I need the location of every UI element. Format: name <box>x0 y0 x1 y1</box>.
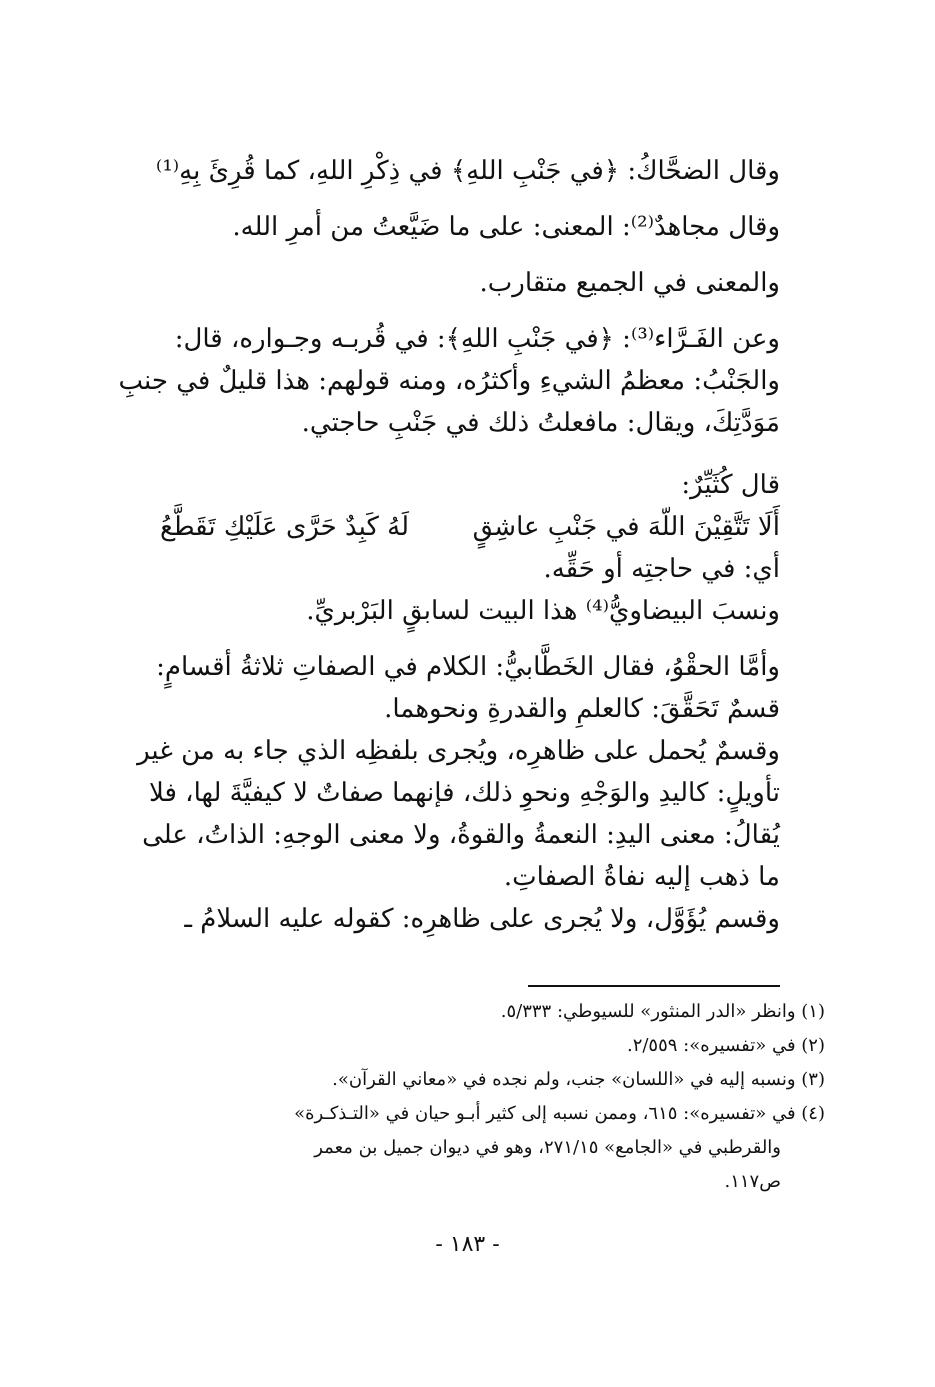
footnote: (٢) في «تفسيره»: ٢/٥٥٩. <box>626 1035 825 1056</box>
footnotes <box>160 995 825 1199</box>
footnote: (١) وانظر «الدر المنثور» للسيوطي: ٥/٣٣٣. <box>500 1001 825 1022</box>
text-line: وقال مجاهدٌ⁽²⁾: المعنى: على ما ضَيَّعتُ من أمرِ الله. <box>232 212 780 242</box>
text-line: وقال الضحَّاكُ: ﴿في جَنْبِ اللهِ﴾ في ذِكْرِ اللهِ، كما قُرِئَ بِهِ⁽¹⁾ <box>155 156 780 186</box>
text-line: قال كُثَيِّرٌ: <box>681 470 780 500</box>
text-line: ما ذهب إليه نفاةُ الصفاتِ. <box>503 862 780 892</box>
text-line: قسمٌ تَحَقَّقَ: كالعلمِ والقدرةِ ونحوهما. <box>384 694 780 724</box>
text-line: والجَنْبُ: معظمُ الشيءِ وأكثرُه، ومنه قولهم: هذا قليلٌ في جنبِ <box>118 366 780 396</box>
footnote-separator <box>528 985 780 987</box>
footnote: (٤) في «تفسيره»: ٦١٥، وممن نسبه إلى كثير أبـو حيان في «التـذكـرة» <box>294 1103 825 1124</box>
footnote: (٣) ونسبه إليه في «اللسان» جنب، ولم نجده في «معاني القرآن». <box>332 1069 825 1090</box>
text-line: وقسم يُؤَوَّل، ولا يُجرى على ظاهرِه: كقوله عليه السلامُ ـ <box>184 904 780 934</box>
poem-verse <box>160 506 780 548</box>
text-line: وقسمٌ يُحمل على ظاهرِه، ويُجرى بلفظِه الذي جاء به من غير <box>137 736 780 766</box>
text-line: وعن الفَـرَّاء⁽³⁾: ﴿في جَنْبِ اللهِ﴾: في قُربـه وجـواره، قال: <box>174 324 780 354</box>
text-line: يُقالُ: معنى اليدِ: النعمةُ والقوةُ، ولا معنى الوجهِ: الذاتُ، على <box>142 820 780 850</box>
text-line: ونسبَ البيضاويُّ⁽⁴⁾ هذا البيت لسابقٍ البَرْبريِّ. <box>306 596 780 626</box>
footnote-continuation: والقرطبي في «الجامع» ٢٧١/١٥، وهو في ديوان جميل بن معمر <box>314 1137 781 1158</box>
text-line: والمعنى في الجميع متقارب. <box>479 268 780 298</box>
main-text <box>118 150 780 940</box>
text-line: وأمَّا الحقْوُ، فقال الخَطَّابيُّ: الكلام في الصفاتِ ثلاثةُ أقسامٍ: <box>156 652 780 682</box>
page-number: - ١٨٣ - <box>435 1232 500 1257</box>
text-line: تأويلٍ: كاليدِ والوَجْهِ ونحوِ ذلك، فإنهما صفاتٌ لا كيفيَّةَ لها، فلا <box>148 778 780 808</box>
text-line: مَوَدَّتِكَ، ويقال: مافعلتُ ذلك في جَنْبِ حاجتي. <box>301 408 780 438</box>
text-line: أي: في حاجتِه أو حَقِّه. <box>543 554 780 584</box>
poem-hemistich-first: أَلَا تَتَّقِيْنَ اللّهَ في جَنْبِ عاشِقٍ <box>472 512 780 542</box>
poem-hemistich-second: لَهُ كَبِدٌ حَرَّى عَلَيْكِ تَقَطَّعُ <box>160 512 409 542</box>
footnote-continuation: ص١١٧. <box>724 1171 781 1192</box>
